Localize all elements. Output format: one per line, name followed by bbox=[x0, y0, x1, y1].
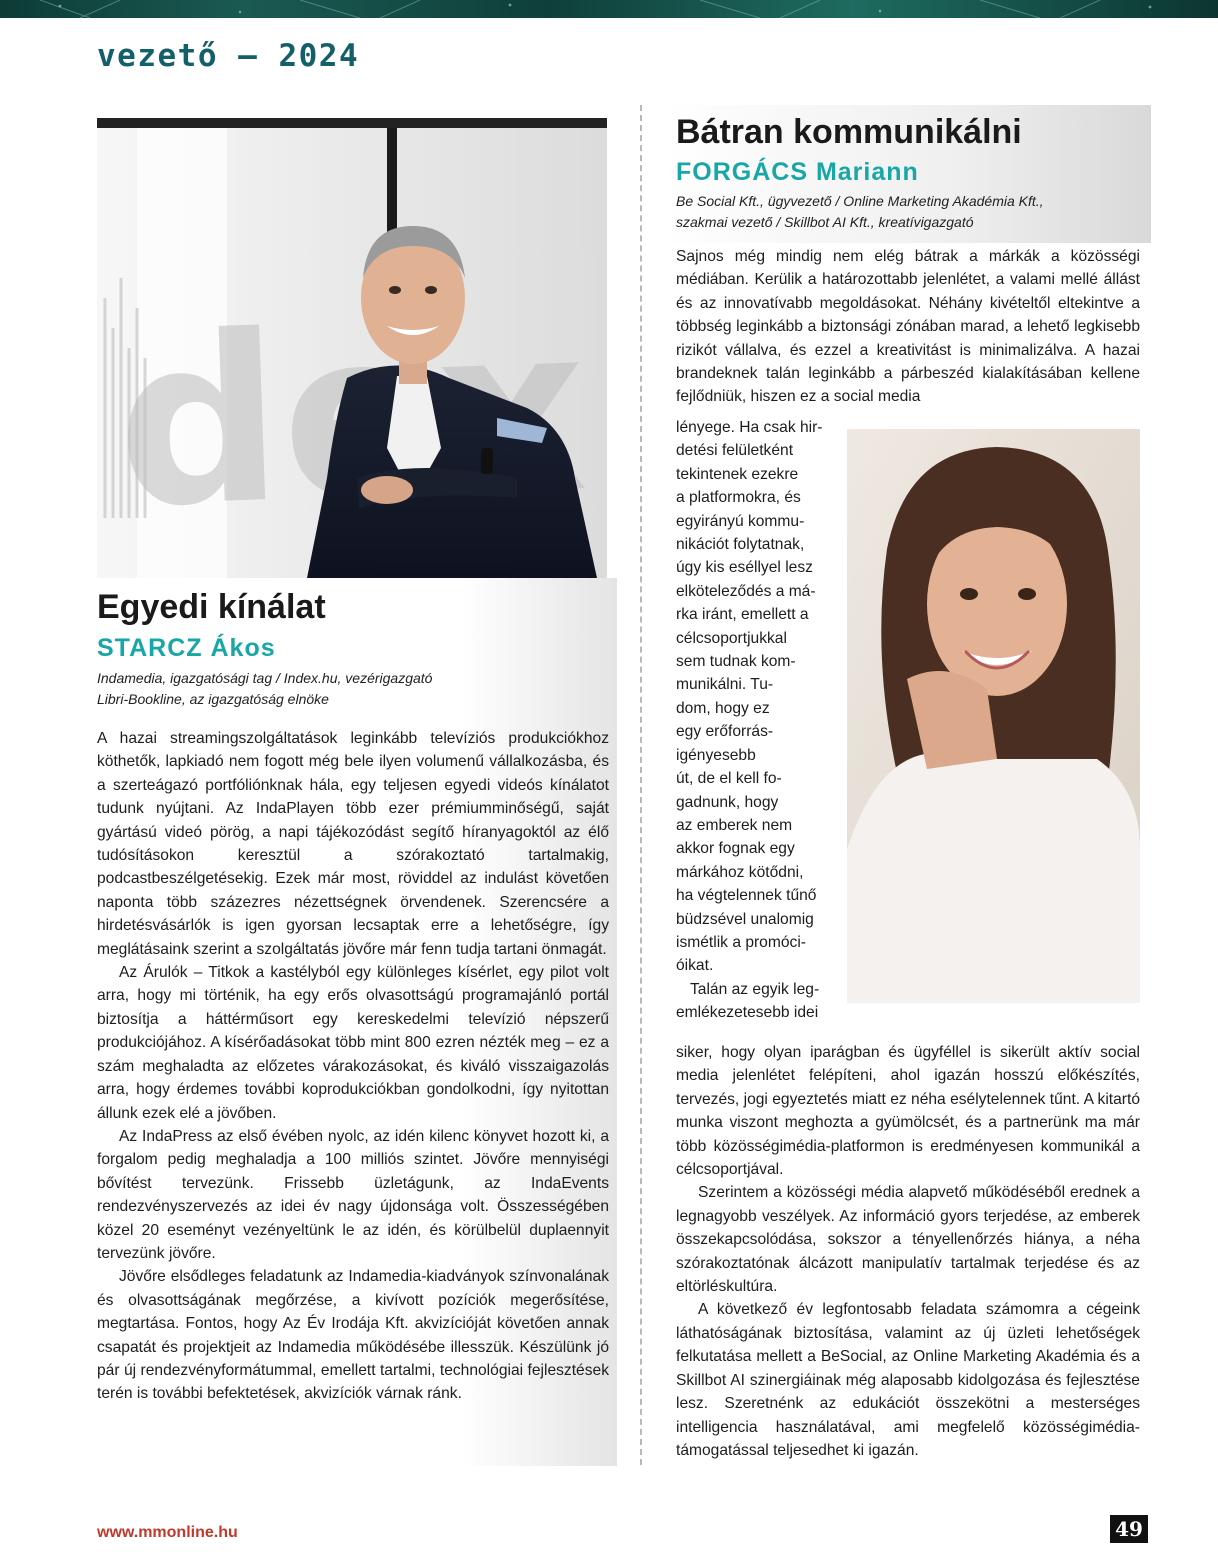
left-role-line-2: Libri-Bookline, az igazgatóság elnöke bbox=[97, 691, 329, 707]
wrap-line: emlékezetesebb idei bbox=[676, 1004, 819, 1022]
right-role-line-2: szakmai vezető / Skillbot AI Kft., kreatívigazgató bbox=[676, 214, 974, 230]
right-paragraph-2: A következő év legfontosabb feladata számomra a cégeink láthatóságának biztosítása, valamint az új üzleti lehetőségek felkutatása mellett a BeSocial, az Online Marketing Akadémia és a Skillbot AI szinergiáinak még alaposabb kidolgozása és fejlesztése lesz. Szeretnénk az edukációt összekötni a mesterséges intelligencia használatával, ami megfelelő közösségimédia-támogatással teljesedhet ki igazán. bbox=[676, 1301, 1140, 1459]
wrap-line: egyirányú kommu- bbox=[676, 512, 805, 530]
left-person-family: STARCZ bbox=[97, 634, 203, 662]
right-person-role bbox=[676, 191, 1136, 233]
wrap-line: egy erőforrás- bbox=[676, 723, 774, 741]
starcz-akos-photo bbox=[97, 118, 607, 578]
left-person-name bbox=[97, 634, 276, 663]
right-wrapped-text bbox=[676, 416, 836, 1025]
wrap-line: rka iránt, emellett a bbox=[676, 606, 809, 624]
left-paragraph-2: Az Árulók – Titkok a kastélyból egy különleges kísérlet, egy pilot volt arra, hogy mi történik, ha egy erős olvasottságú programajánló portál biztosítja a háttérműsort egy kereskedelmi televízió népszerű produkciójához. A kísérőadásokat több mint 800 ezren nézték meg – ez a szám meghaladta az előzetes várakozásokat, és kiváló visszaigazolás arra, hogy érdemes további koprodukciókban gondolkodni, így nyitottan állunk ezek elé a jövőben. bbox=[97, 964, 609, 1122]
wrap-line: úgy kis eséllyel lesz bbox=[676, 559, 813, 577]
right-person-name bbox=[676, 158, 919, 187]
left-paragraph-4: Jövőre elsődleges feladatunk az Indamedia-kiadványok színvonalának és olvasottságának megőrzése, a kivívott pozíciók megerősítése, megtartása. Fontos, hogy Az Év Irodája Kft. akvizícióját követően annak csapatát és projektjeit az Indamedia működésébe illesszük. Készülünk jó pár új rendezvényformátummal, emellett tartalmi, technológiai fejlesztések terén is további befektetések, akvizíciók várnak ránk. bbox=[97, 1268, 609, 1403]
column-divider bbox=[640, 105, 642, 1465]
wrap-line: út, de el kell fo- bbox=[676, 770, 782, 788]
section-title: vezető – 2024 bbox=[97, 38, 360, 74]
right-role-line-1: Be Social Kft., ügyvezető / Online Marketing Akadémia Kft., bbox=[676, 193, 1044, 209]
right-article-body bbox=[676, 1041, 1140, 1462]
right-headline: Bátran kommunikálni bbox=[676, 113, 1022, 151]
right-intro-paragraph: Sajnos még mindig nem elég bátrak a márkák a közösségi médiában. Kerülik a határozottabb jelenlétet, a valami mellé állást és az innovatívabb megoldásokat. Néhány kivételtől eltekintve a többség leginkább a biztonsági zónában marad, a lehető legkisebb rizikót vállalva, és ezzel a kreativitást is minimalizálva. A hazai brandeknek talán leginkább a párbeszéd kialakításában kellene fejlődniük, hiszen ez a social media bbox=[676, 248, 1140, 406]
left-role-line-1: Indamedia, igazgatósági tag / Index.hu, vezérigazgató bbox=[97, 670, 433, 686]
wrap-line: az emberek nem bbox=[676, 816, 793, 834]
wrap-line: Talán az egyik leg- bbox=[690, 980, 820, 998]
wrap-line: gadnunk, hogy bbox=[676, 793, 779, 811]
left-person-given: Ákos bbox=[210, 634, 276, 662]
wrap-line: elköteleződés a má- bbox=[676, 582, 816, 600]
wrap-line: detési felületként bbox=[676, 442, 794, 460]
left-paragraph-1: A hazai streamingszolgáltatások leginkább televíziós produkciókhoz köthetők, lapkiadó nem fogott még bele ilyen volumenű vállalkozásba, és a szerteágazó portfóliónknak hála, egy teljesen egyedi videós kínálatot tudunk nyújtani. Az IndaPlayen több ezer prémiumminőségű, saját gyártású videó pörög, a napi tájékozódást segítő híranyagoktól az élő tudósításokon keresztül a szórakoztató tartalmakig, podcastbeszélgetésekig. Ezek már most, röviddel az indulást követően naponta több százezres nézettségnek örvendenek. Szerencsére a hirdetésvásárlók is igen gyorsan lecsaptak erre a lehetőségre, így meglátásaink szerint a szolgáltatás jövőre már fenn tudja tartani önmagát. bbox=[97, 730, 609, 958]
wrap-line: büdzsével unalomig bbox=[676, 910, 814, 928]
wrap-line: óikat. bbox=[676, 957, 714, 975]
wrap-line: tekintenek ezekre bbox=[676, 465, 799, 483]
footer-url[interactable]: www.mmonline.hu bbox=[97, 1524, 238, 1541]
right-paragraph-continued: siker, hogy olyan iparágban és ügyféllel is sikerült aktív social media jelenlétet felépíteni, ahol igazán hosszú előkészítés, tervezés, jogi egyeztetés miatt ez néha esélytelennek tűnt. A kitartó munka viszont meghozta a gyümölcsét, és a partnerünk ma már több közösségimédia-platformon is eredményesen kommunikál a célcsoportjával. bbox=[676, 1044, 1140, 1179]
wrap-line: célcsoportjukkal bbox=[676, 629, 787, 647]
right-paragraph-1: Szerintem a közösségi média alapvető működéséből erednek a legnagyobb veszélyek. Az információ gyors terjedése, az emberek összekapcsolódása, sokszor a tényellenőrzés hiánya, a néha szórakoztatónak álcázott manipulatív tartalmak terjedése és az eltörléskultúra. bbox=[676, 1184, 1140, 1296]
right-person-family: FORGÁCS bbox=[676, 158, 808, 186]
wrap-line: a platformokra, és bbox=[676, 489, 801, 507]
right-person-given: Mariann bbox=[815, 158, 919, 186]
wrap-line: dom, hogy ez bbox=[676, 699, 770, 717]
wrap-line: ismétlik a promóci- bbox=[676, 933, 806, 951]
top-decorative-band bbox=[0, 0, 1218, 18]
left-person-role bbox=[97, 668, 597, 710]
wrap-line: munikálni. Tu- bbox=[676, 676, 774, 694]
wrap-line: sem tudnak kom- bbox=[676, 653, 796, 671]
wrap-line: márkához kötődni, bbox=[676, 863, 804, 881]
left-headline: Egyedi kínálat bbox=[97, 588, 326, 626]
page-number: 49 bbox=[1110, 1515, 1148, 1543]
wrap-line: lényege. Ha csak hir- bbox=[676, 419, 823, 436]
wrap-line: akkor fognak egy bbox=[676, 840, 795, 858]
left-paragraph-3: Az IndaPress az első évében nyolc, az idén kilenc könyvet hozott ki, a forgalom pedig meghaladja a 100 milliós szintet. Jövőre mennyiségi bővítést tervezünk. Frissebb üzletágunk, az IndaEvents rendezvényszervezés az idei év nagy újdonsága volt. Összességében közel 20 eseményt vezényeltünk le az idén, és körülbelül duplaennyit tervezünk jövőre. bbox=[97, 1127, 609, 1262]
right-intro bbox=[676, 245, 1140, 409]
wrap-line: igényesebb bbox=[676, 746, 756, 764]
wrap-line: nikációt folytatnak, bbox=[676, 536, 805, 554]
forgacs-mariann-photo bbox=[847, 429, 1140, 1003]
left-article-body bbox=[97, 727, 609, 1406]
wrap-line: ha végtelennek tűnő bbox=[676, 887, 817, 905]
